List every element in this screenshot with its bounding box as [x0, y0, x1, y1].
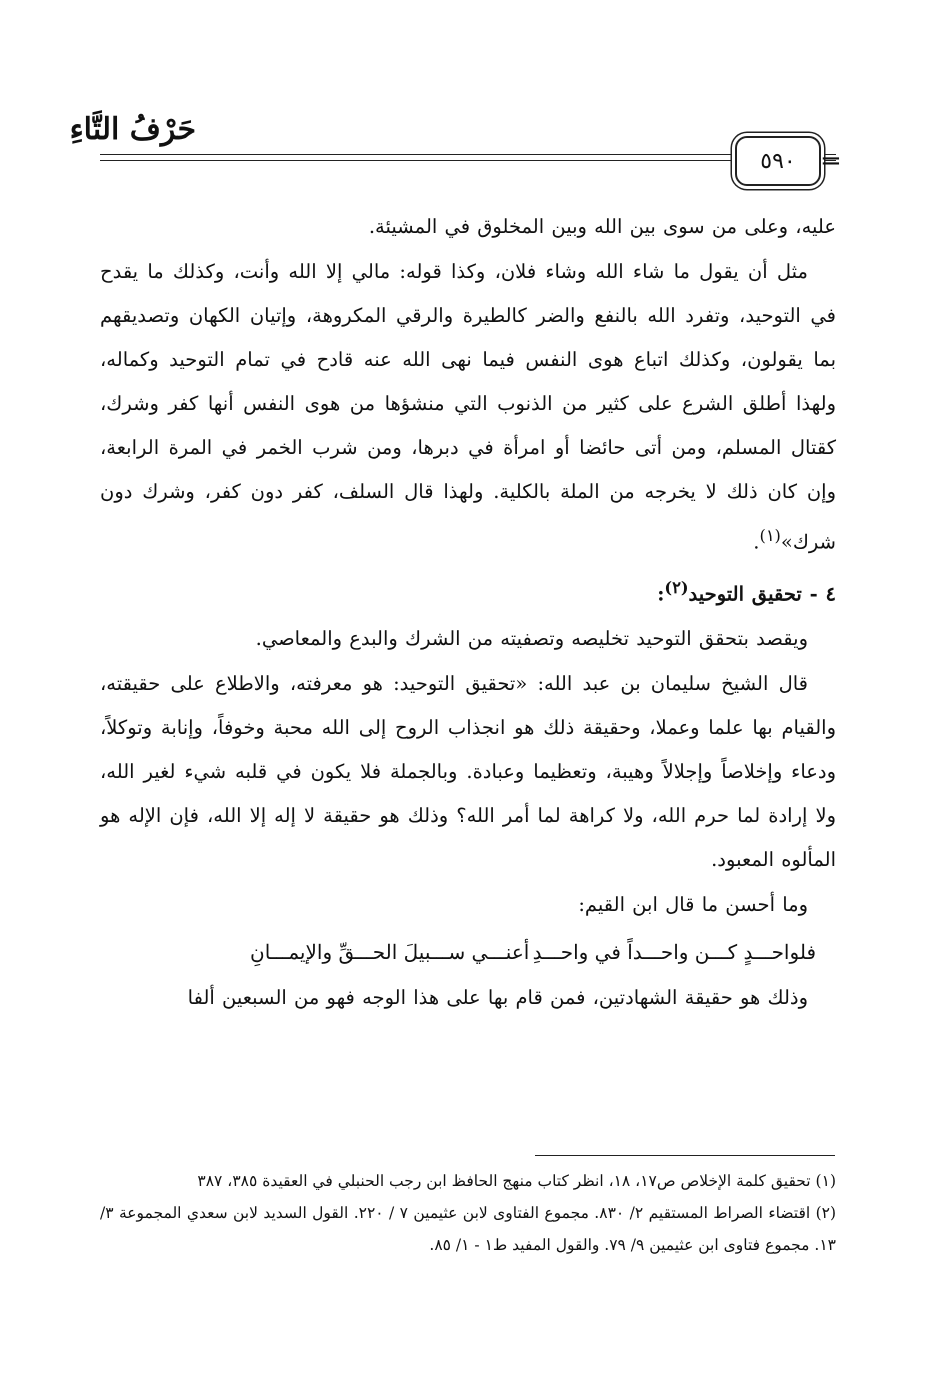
footnote-2: (٢) اقتضاء الصراط المستقيم ٢/ ٨٣٠. مجموع الفتاوى لابن عثيمين ٧ / ٢٢٠. القول السديد لابن سعدي المجموعة ٣/ ١٣. مجموع فتاوى ابن عثيمين ٩/ ٧٩. والقول المفيد ط١ - ١/ ٨٥.: [100, 1204, 837, 1254]
footnotes: [100, 1165, 836, 1261]
paragraph-2-end: .: [753, 530, 760, 554]
paragraph-5: وما أحسن ما قال ابن القيم:: [578, 893, 808, 916]
section-heading: [100, 566, 836, 617]
paragraph-1: عليه، وعلى من سوى بين الله وبين المخلوق في المشيئة.: [368, 215, 836, 238]
paragraph-6: وذلك هو حقيقة الشهادتين، فمن قام بها على هذا الوجه فهو من السبعين ألفا: [187, 986, 808, 1009]
footnote-ref-1: (١): [759, 526, 781, 545]
paragraph-4: قال الشيخ سليمان بن عبد الله: «تحقيق التوحيد: هو معرفته، والاطلاع على حقيقته، والقيام بها علما وعملا، وحقيقة ذلك هو انجذاب الروح إلى الله محبة وخوفاً، وإنابة وتوكلاً، ودعاء وإخلاصاً وإجلالاً وهيبة، وتعظيما وعبادة. وبالجملة فلا يكون في قلبه شيء لغير الله، ولا إرادة لما حرم الله، ولا كراهة لما أمر الله؟ وذلك هو حقيقة لا إله إلا الله، فإن الإله هو المألوه المعبود.: [100, 672, 836, 871]
ornament-mark: =: [820, 146, 842, 176]
footnote-1: (١) تحقيق كلمة الإخلاص ص١٧، ١٨، انظر كتاب منهج الحافظ ابن رجب الحنبلي في العقيدة ٣٨٥، ٣٨٧: [197, 1172, 836, 1190]
header-rule-top: [100, 154, 836, 155]
page-number: ٥٩٠: [760, 148, 796, 174]
page-number-frame: [735, 136, 821, 186]
paragraph-2-text: مثل أن يقول ما شاء الله وشاء فلان، وكذا قوله: مالي إلا الله وأنت، وكذلك ما يقدح في التوحيد، وتفرد الله بالنفع والضر كالطيرة والرقي المكروهة، وإتيان الكهان وتصديقهم بما يقولون، وكذلك اتباع هوى النفس فيما نهى الله عنه قادح في تمام التوحيد وكماله، ولهذا أطلق الشرع على كثير من الذنوب التي منشؤها من هوى النفس أنها كفر وشرك، كقتال المسلم، ومن أتى حائضا أو امرأة في دبرها، ومن شرب الخمر في المرة الرابعة، وإن كان ذلك لا يخرجه من الملة بالكلية. ولهذا قال السلف، كفر دون كفر، وشرك دون شرك»: [100, 260, 836, 554]
verse-first-hemistich: فلواحـــدٍ كـــن واحـــداً في واحـــدِ: [532, 940, 816, 964]
chapter-title: حَرْفُ التَّاءِ: [69, 112, 196, 147]
header-rule-bottom: [100, 160, 836, 161]
section-heading-end: :: [657, 582, 665, 605]
header-rules: [100, 150, 836, 174]
section-heading-text: ٤ - تحقيق التوحيد: [688, 582, 836, 605]
main-text: [100, 205, 836, 1021]
paragraph-2: [100, 250, 836, 565]
footnote-ref-2: (٢): [664, 577, 689, 597]
footnote-separator: [535, 1155, 835, 1156]
verse-second-hemistich: أعنـــي ســـبيلَ الحـــقِّ والإيمـــانِ: [250, 940, 530, 964]
poetry-verse: [100, 928, 836, 976]
paragraph-3: ويقصد بتحقق التوحيد تخليصه وتصفيته من الشرك والبدع والمعاصي.: [255, 627, 808, 650]
